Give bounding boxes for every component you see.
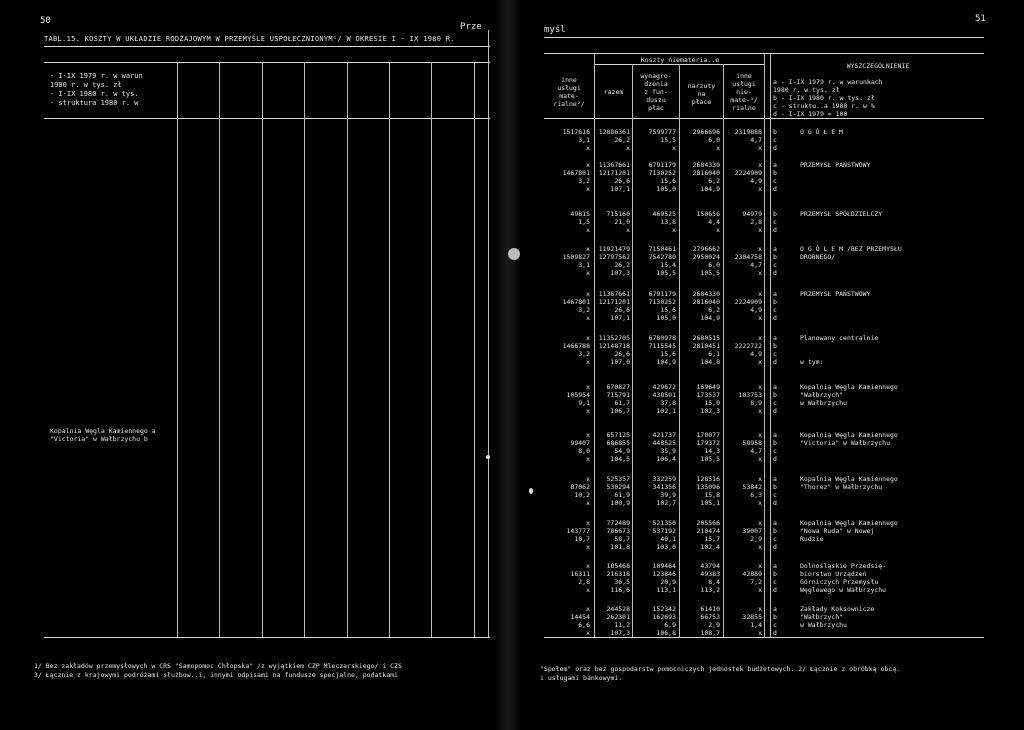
book-gutter bbox=[494, 0, 522, 730]
table-cell: x 1467801 3,2 x bbox=[562, 290, 590, 322]
row-label: Zakłady Koksownicze "Wałbrzych" w Wałbrzychu bbox=[800, 605, 875, 629]
table-cell: x 143777 10,7 x bbox=[566, 519, 590, 551]
table-cell: 11921479 12797562 26,2 107,3 bbox=[598, 245, 630, 277]
row-label: PRZEMYSŁ PAŃSTWOWY bbox=[800, 290, 871, 298]
row-codes: a b c d bbox=[773, 475, 777, 507]
table-cell: x 99407 8,0 x bbox=[570, 431, 590, 463]
row-label: Kopalnia Węgla Kamiennego "Wałbrzych" w Wałbrzychu bbox=[800, 383, 898, 407]
left-legend: - I-IX 1979 r. w warun 1980 r. w tys. zł - I-IX 1980 r. w tys. - struktura 1980 r. w bbox=[50, 72, 143, 107]
table-cell: 49815 1,5 x bbox=[570, 210, 590, 234]
table-cell: 7599777 15,5 x bbox=[648, 128, 676, 152]
row-codes: a b c d bbox=[773, 605, 777, 637]
right-corner-fragment: myśl bbox=[544, 25, 566, 35]
left-corner-fragment: Prze bbox=[460, 22, 482, 32]
scan-speck bbox=[508, 248, 520, 260]
table-cell: 6791179 7130252 15,6 105,0 bbox=[648, 161, 676, 193]
right-footnote: "Społem" oraz bez gospodarstw pomocniczych jednostek budżetowych. 2/ Łącznie z obróbką obcą. i usługami bankowymi. bbox=[540, 665, 901, 682]
right-top-rule bbox=[544, 37, 984, 38]
left-col-line bbox=[177, 62, 178, 637]
left-col-line bbox=[347, 62, 348, 637]
table-cell: 170077 179372 14,3 105,5 bbox=[696, 431, 720, 463]
table-cell: 43794 49383 8,4 113,2 bbox=[700, 562, 720, 594]
table-cell: 657125 686855 54,9 104,5 bbox=[606, 431, 630, 463]
row-codes: a b c d bbox=[773, 519, 777, 551]
row-codes: a b c d bbox=[773, 161, 777, 193]
row-label: Planowany centralnie w tym: bbox=[800, 334, 879, 366]
table-cell: 421737 448525 35,9 106,4 bbox=[652, 431, 676, 463]
table-cell: 6791179 7130252 15,6 105,0 bbox=[648, 290, 676, 322]
row-label: O G Ó L E M /BEZ PRZEMYSŁU DROBNEGO/ bbox=[800, 245, 902, 261]
row-label: Dolnośląskie Przedsię- biorstwo Urządzeń Górniczych Przemysłu Węglowego w Wałbrzychu bbox=[800, 562, 887, 594]
left-col-line bbox=[219, 62, 220, 637]
left-header-bottom-rule bbox=[44, 118, 490, 119]
table-cell: 11367661 12171201 26,6 107,1 bbox=[598, 290, 630, 322]
table-cell: 429672 438501 37,8 102,1 bbox=[652, 383, 676, 415]
table-cell: 2684330 2816040 6,2 104,9 bbox=[692, 161, 720, 193]
table-cell: x 1509827 3,1 x bbox=[562, 245, 590, 277]
table-cell: x 39007 2,9 x bbox=[742, 519, 762, 551]
table-cell: 1517616 3,1 x bbox=[562, 128, 590, 152]
table-cell: 715160 21,0 x bbox=[606, 210, 630, 234]
left-col-line bbox=[474, 62, 475, 637]
table-cell: x 1466788 3,2 x bbox=[562, 334, 590, 366]
table-cell: 109464 123846 20,9 113,1 bbox=[652, 562, 676, 594]
table-cell: 2680515 2810451 6,1 104,8 bbox=[692, 334, 720, 366]
left-bottom-rule bbox=[44, 637, 490, 638]
table-cell: x 42889 7,2 x bbox=[742, 562, 762, 594]
row-label: PRZEMYSŁ PAŃSTWOWY bbox=[800, 161, 871, 169]
column-header-total: razem bbox=[603, 88, 624, 96]
table-cell: 152342 162693 6,9 106,8 bbox=[652, 605, 676, 637]
table-cell: x 2224909 4,9 x bbox=[734, 290, 762, 322]
row-codes: a b c d bbox=[773, 245, 777, 277]
table-cell: 7150461 7542780 15,4 105,5 bbox=[648, 245, 676, 277]
row-label: Kopalnia Węgla Kamiennego "Nowa Ruda" w Nowej Rudzie bbox=[800, 519, 898, 543]
scan-speck bbox=[486, 455, 490, 459]
column-header-wages: wynagro- dzenia z fun- duszu płac bbox=[640, 72, 672, 112]
table-cell: x 14454 6,6 x bbox=[570, 605, 590, 637]
table-cell: x 87062 10,2 x bbox=[570, 475, 590, 507]
row-codes: a b c d bbox=[773, 383, 777, 415]
table-cell: 332259 341356 39,9 102,7 bbox=[652, 475, 676, 507]
row-codes: a b c d bbox=[773, 290, 777, 322]
row-label: Kopalnia Węgla Kamiennego "Victoria" w Wałbrzychu bbox=[800, 431, 898, 447]
table-cell: x 53842 6,3 x bbox=[742, 475, 762, 507]
left-top-rule bbox=[44, 46, 490, 47]
table-cell: 205566 210474 15,7 102,4 bbox=[696, 519, 720, 551]
table-cell: x 58958 4,7 x bbox=[742, 431, 762, 463]
table-cell: 150656 4,4 x bbox=[696, 210, 720, 234]
column-header-other-material: inne usługi mate- rialne²/ bbox=[553, 76, 585, 108]
table-cell: x 2304758 4,7 x bbox=[734, 245, 762, 277]
table-cell: 2684330 2816040 6,2 104,9 bbox=[692, 290, 720, 322]
table-cell: x 16311 2,8 x bbox=[570, 562, 590, 594]
table-cell: x 103753 8,9 x bbox=[738, 383, 762, 415]
right-col-line bbox=[770, 53, 771, 637]
left-page-number: 50 bbox=[40, 16, 51, 26]
table-cell: 521350 537192 40,1 103,0 bbox=[652, 519, 676, 551]
explanation-legend: a - I-IX 1979 r. w warunkach 1980 r. w tys. zł b - I-IX 1980 r. w tys. zł c - struktu..a 1980 r. w % d - I-IX 1979 = 100 bbox=[773, 78, 883, 118]
table-title: TABL.15. KOSZTY W UKŁADZIE RODZAJOWYM W PRZEMYŚLE USPOŁECZNIONYM¹/ W OKRESIE I - IX 1980 R. bbox=[44, 35, 455, 43]
table-cell: 12886361 26,2 x bbox=[598, 128, 630, 152]
table-cell: 2796662 2950024 6,0 105,5 bbox=[692, 245, 720, 277]
explanation-title: WYSZCZEGÓLNIENIE bbox=[846, 62, 910, 70]
table-cell: 670827 715791 61,7 106,7 bbox=[606, 383, 630, 415]
left-kopalnia-label: Kopalnia Węgla Kamiennego a "Victoria" w Wałbrzychu b bbox=[50, 427, 156, 443]
row-label: PRZEMYSŁ SPÓŁDZIELCZY bbox=[800, 210, 883, 218]
row-codes: b c d bbox=[773, 128, 777, 152]
table-cell: x 2224909 4,9 x bbox=[734, 161, 762, 193]
table-cell: 61410 66753 2,9 108,7 bbox=[700, 605, 720, 637]
table-cell: x 32855 1,4 x bbox=[742, 605, 762, 637]
table-cell: 244528 262301 11,2 107,3 bbox=[606, 605, 630, 637]
table-cell: 11352705 12148718 26,6 107,0 bbox=[598, 334, 630, 366]
table-cell: 772489 786673 58,7 101,8 bbox=[606, 519, 630, 551]
column-header-wage-charges: narzuty na płace bbox=[687, 82, 716, 106]
left-footnote: 1/ Bez zakładów przemysłowych w CRS "Samopomoc Chłopska" /z wyjątkiem CZP Mleczarskiego/ i CZS 3/ Łącznie z krajowymi podróżami służbow..i, innymi odpisami na fundusze specjalne, podatkami bbox=[34, 662, 402, 679]
right-bottom-rule bbox=[544, 637, 984, 638]
left-col-line bbox=[262, 62, 263, 637]
left-col-line bbox=[431, 62, 432, 637]
left-col-line bbox=[389, 62, 390, 637]
table-cell: 185468 216318 36,5 116,6 bbox=[606, 562, 630, 594]
table-cell: 11367661 12171201 26,6 107,1 bbox=[598, 161, 630, 193]
table-cell: 6780978 7115545 15,6 104,9 bbox=[648, 334, 676, 366]
right-col-line bbox=[764, 53, 765, 637]
scan-speck bbox=[529, 488, 533, 494]
right-col-line bbox=[594, 53, 595, 637]
column-header-other-nonmaterial: inne usługi nie- mate-³/ rialne bbox=[730, 72, 758, 112]
table-cell: x 1467801 3,2 x bbox=[562, 161, 590, 193]
table-cell: 94979 2,8 x bbox=[742, 210, 762, 234]
table-cell: 169649 173537 15,0 102,3 bbox=[696, 383, 720, 415]
row-codes: a b c d bbox=[773, 334, 777, 366]
row-label: O G Ó Ł E M bbox=[800, 128, 844, 136]
right-page-number: 51 bbox=[975, 14, 986, 24]
row-label: Kopalnia Węgla Kamiennego "Thorez" w Wałbrzychu bbox=[800, 475, 898, 491]
left-header-rule bbox=[44, 62, 490, 63]
table-cell: 525357 530294 61,9 100,9 bbox=[606, 475, 630, 507]
table-cell: 2319888 4,7 x bbox=[734, 128, 762, 152]
table-cell: 2966696 6,0 x bbox=[692, 128, 720, 152]
table-cell: 469525 13,8 x bbox=[652, 210, 676, 234]
table-cell: 128516 135096 15,8 105,1 bbox=[696, 475, 720, 507]
row-codes: b c d bbox=[773, 210, 777, 234]
column-group-header: Koszty niemateria..e bbox=[640, 56, 720, 64]
table-cell: x 2222722 4,9 x bbox=[734, 334, 762, 366]
row-codes: a b c d bbox=[773, 431, 777, 463]
left-col-line bbox=[488, 30, 489, 637]
row-codes: a b c d bbox=[773, 562, 777, 594]
table-cell: x 105954 9,1 x bbox=[566, 383, 590, 415]
left-col-line bbox=[304, 62, 305, 637]
